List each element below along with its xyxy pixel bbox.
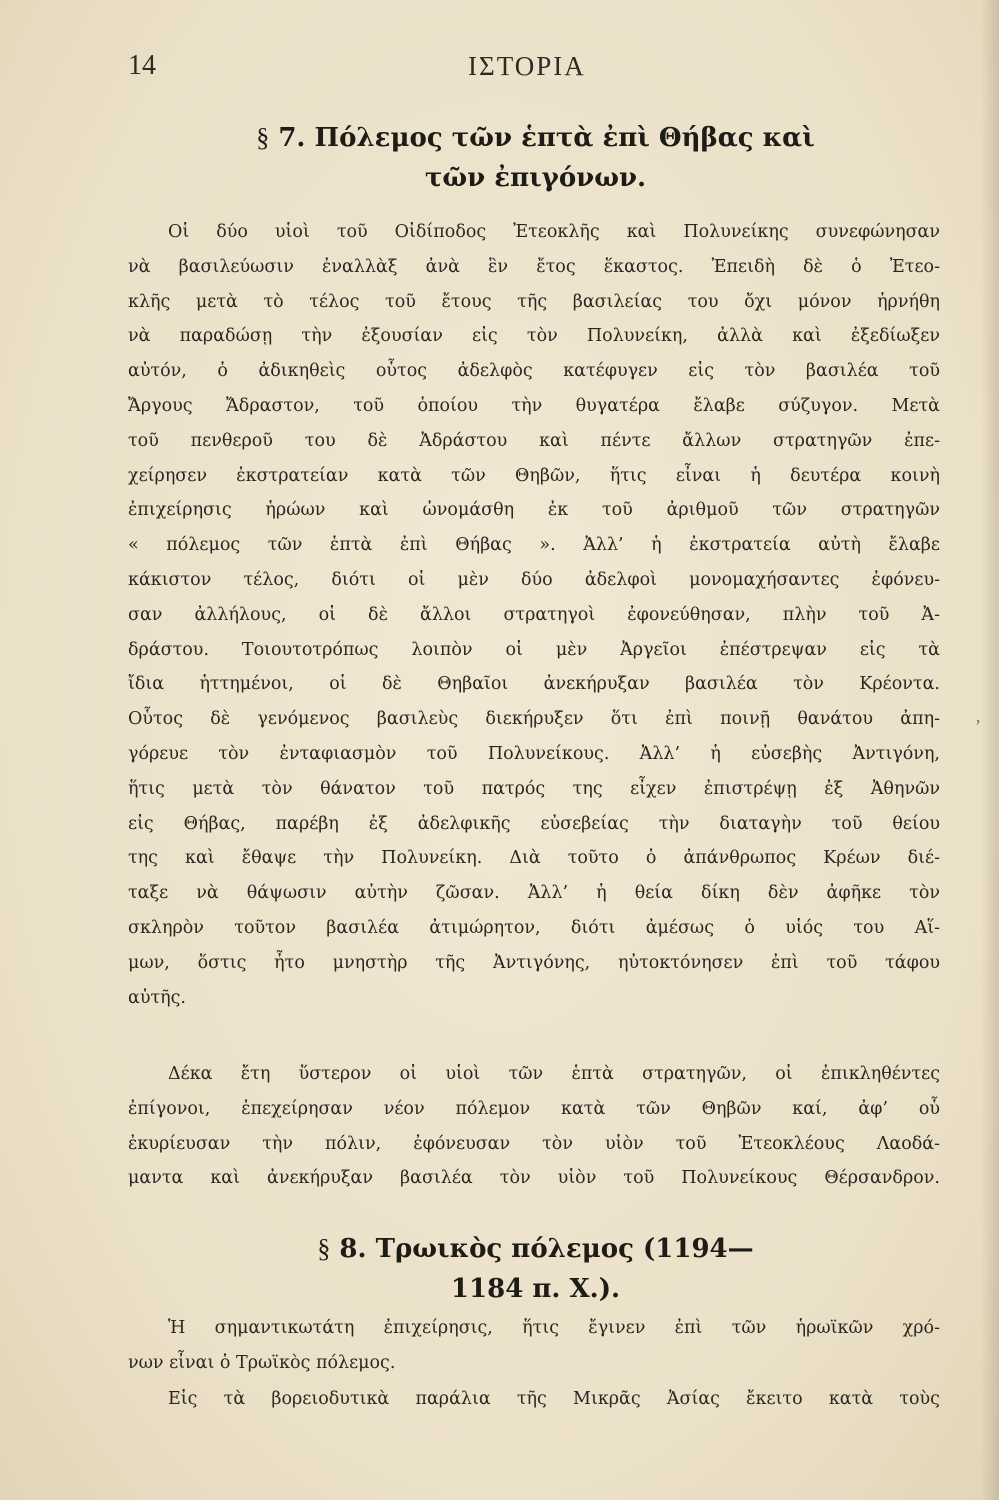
text-line: Οἱ δύο υἱοὶ τοῦ Οἰδίποδος Ἐτεοκλῆς καὶ Πολυνείκης συνεφώνησαν bbox=[168, 222, 940, 242]
text-line: νων εἶναι ὁ Τρωϊκὸς πόλεμος. bbox=[128, 1352, 396, 1373]
text-line: ἐπίγονοι, ἐπεχείρησαν νέον πόλεμον κατὰ τῶν Θηβῶν καί, ἀφ’ οὗ bbox=[128, 1098, 940, 1119]
section-7-heading bbox=[128, 118, 943, 198]
running-header bbox=[128, 48, 948, 88]
text-line: ταξε νὰ θάψωσιν αὐτὴν ζῶσαν. Ἀλλ’ ἡ θεία δίκη δὲν ἀφῆκε τὸν bbox=[128, 883, 940, 904]
section-symbol: § bbox=[317, 1234, 331, 1263]
section-7-heading-line-2: τῶν ἐπιγόνων. bbox=[424, 163, 647, 193]
text-line: « πόλεμος τῶν ἑπτὰ ἐπὶ Θήβας ». Ἀλλ’ ἡ ἐκστρατεία αὐτὴ ἔλαβε bbox=[128, 535, 940, 556]
section-8-heading bbox=[128, 1229, 943, 1309]
text-line: της καὶ ἔθαψε τὴν Πολυνείκη. Διὰ τοῦτο ὁ ἀπάνθρωπος Κρέων διέ- bbox=[128, 848, 940, 869]
text-line: κλῆς μετὰ τὸ τέλος τοῦ ἔτους τῆς βασιλείας του ὄχι μόνον ἠρνήθη bbox=[128, 291, 940, 312]
text-line: ἥτις μετὰ τὸν θάνατον τοῦ πατρός της εἶχεν ἐπιστρέψῃ ἐξ Ἀθηνῶν bbox=[128, 778, 940, 799]
text-line: Δέκα ἔτη ὕστερον οἱ υἱοὶ τῶν ἑπτὰ στρατηγῶν, οἱ ἐπικληθέντες bbox=[168, 1064, 940, 1084]
text-line: κάκιστον τέλος, διότι οἱ μὲν δύο ἀδελφοὶ μονομαχήσαντες ἐφόνευ- bbox=[128, 569, 940, 590]
text-line: Εἰς τὰ βορειοδυτικὰ παράλια τῆς Μικρᾶς Ἀσίας ἔκειτο κατὰ τοὺς bbox=[168, 1389, 940, 1409]
text-line: Οὗτος δὲ γενόμενος βασιλεὺς διεκήρυξεν ὅτι ἐπὶ ποινῇ θανάτου ἀπη- bbox=[128, 709, 940, 730]
text-line: Ἡ σημαντικωτάτη ἐπιχείρησις, ἥτις ἔγινεν ἐπὶ τῶν ἡρωϊκῶν χρό- bbox=[168, 1318, 940, 1338]
text-line: σκληρὸν τοῦτον βασιλέα ἀτιμώρητον, διότι ἀμέσως ὁ υἱός του Αἵ- bbox=[128, 917, 940, 938]
text-line: αὐτῆς. bbox=[128, 987, 186, 1008]
text-line: γόρευε τὸν ἐνταφιασμὸν τοῦ Πολυνείκους. Ἀλλ’ ἡ εὐσεβὴς Ἀντιγόνη, bbox=[128, 743, 940, 764]
text-line: ἐκυρίευσαν τὴν πόλιν, ἐφόνευσαν τὸν υἱὸν τοῦ Ἐτεοκλέους Λαοδά- bbox=[128, 1133, 940, 1154]
text-line: αὐτόν, ὁ ἀδικηθεὶς οὗτος ἀδελφὸς κατέφυγεν εἰς τὸν βασιλέα τοῦ bbox=[128, 361, 940, 382]
section-7-paragraph-1 bbox=[128, 215, 940, 1015]
section-symbol: § bbox=[256, 123, 270, 152]
section-7-title-part-1: 7. Πόλεμος τῶν ἑπτὰ ἐπὶ Θήβας καὶ bbox=[278, 123, 815, 153]
page-edge-shadow bbox=[981, 0, 999, 1500]
text-line: νὰ παραδώσῃ τὴν ἐξουσίαν εἰς τὸν Πολυνείκη, ἀλλὰ καὶ ἐξεδίωξεν bbox=[128, 326, 940, 347]
section-8-heading-line-2: 1184 π. Χ.). bbox=[450, 1274, 621, 1304]
text-line: μαντα καὶ ἀνεκήρυξαν βασιλέα τὸν υἱὸν τοῦ Πολυνείκους Θέρσανδρον. bbox=[128, 1168, 940, 1189]
text-line: ἐπιχείρησις ἡρώων καὶ ὠνομάσθη ἐκ τοῦ ἀριθμοῦ τῶν στρατηγῶν bbox=[128, 500, 940, 521]
section-7-paragraph-2 bbox=[128, 1057, 940, 1196]
margin-mark: ‚ bbox=[975, 706, 981, 726]
section-7-heading-line-1 bbox=[128, 118, 943, 158]
text-line: σαν ἀλλήλους, οἱ δὲ ἄλλοι στρατηγοὶ ἐφονεύθησαν, πλὴν τοῦ Ἀ- bbox=[128, 604, 940, 625]
text-line: νὰ βασιλεύωσιν ἐναλλὰξ ἀνὰ ἓν ἔτος ἕκαστος. Ἐπειδὴ δὲ ὁ Ἐτεο- bbox=[128, 256, 940, 277]
section-8-paragraph-1 bbox=[128, 1311, 940, 1381]
running-title: ΙΣΤΟΡΙΑ bbox=[468, 51, 586, 81]
text-line: ἴδια ἡττημένοι, οἱ δὲ Θηβαῖοι ἀνεκήρυξαν βασιλέα τὸν Κρέοντα. bbox=[128, 674, 940, 695]
text-line: τοῦ πενθεροῦ του δὲ Ἀδράστου καὶ πέντε ἄλλων στρατηγῶν ἐπε- bbox=[128, 430, 940, 451]
text-line: μων, ὅστις ἦτο μνηστὴρ τῆς Ἀντιγόνης, ηὐτοκτόνησεν ἐπὶ τοῦ τάφου bbox=[128, 952, 940, 973]
section-8-heading-line-1 bbox=[128, 1229, 943, 1269]
text-line: δράστου. Τοιουτοτρόπως λοιπὸν οἱ μὲν Ἀργεῖοι ἐπέστρεψαν εἰς τὰ bbox=[128, 639, 940, 660]
text-line: χείρησεν ἐκστρατείαν κατὰ τῶν Θηβῶν, ἥτις εἶναι ἡ δευτέρα κοινὴ bbox=[128, 465, 940, 486]
text-line: Ἄργους Ἄδραστον, τοῦ ὁποίου τὴν θυγατέρα ἔλαβε σύζυγον. Μετὰ bbox=[128, 395, 940, 416]
page-number: 14 bbox=[128, 50, 156, 81]
section-8-title-part-1: 8. Τρωικὸς πόλεμος (1194— bbox=[339, 1234, 754, 1264]
section-8-paragraph-2 bbox=[128, 1382, 940, 1417]
text-line: εἰς Θήβας, παρέβη ἐξ ἀδελφικῆς εὐσεβείας τὴν διαταγὴν τοῦ θείου bbox=[128, 813, 940, 834]
